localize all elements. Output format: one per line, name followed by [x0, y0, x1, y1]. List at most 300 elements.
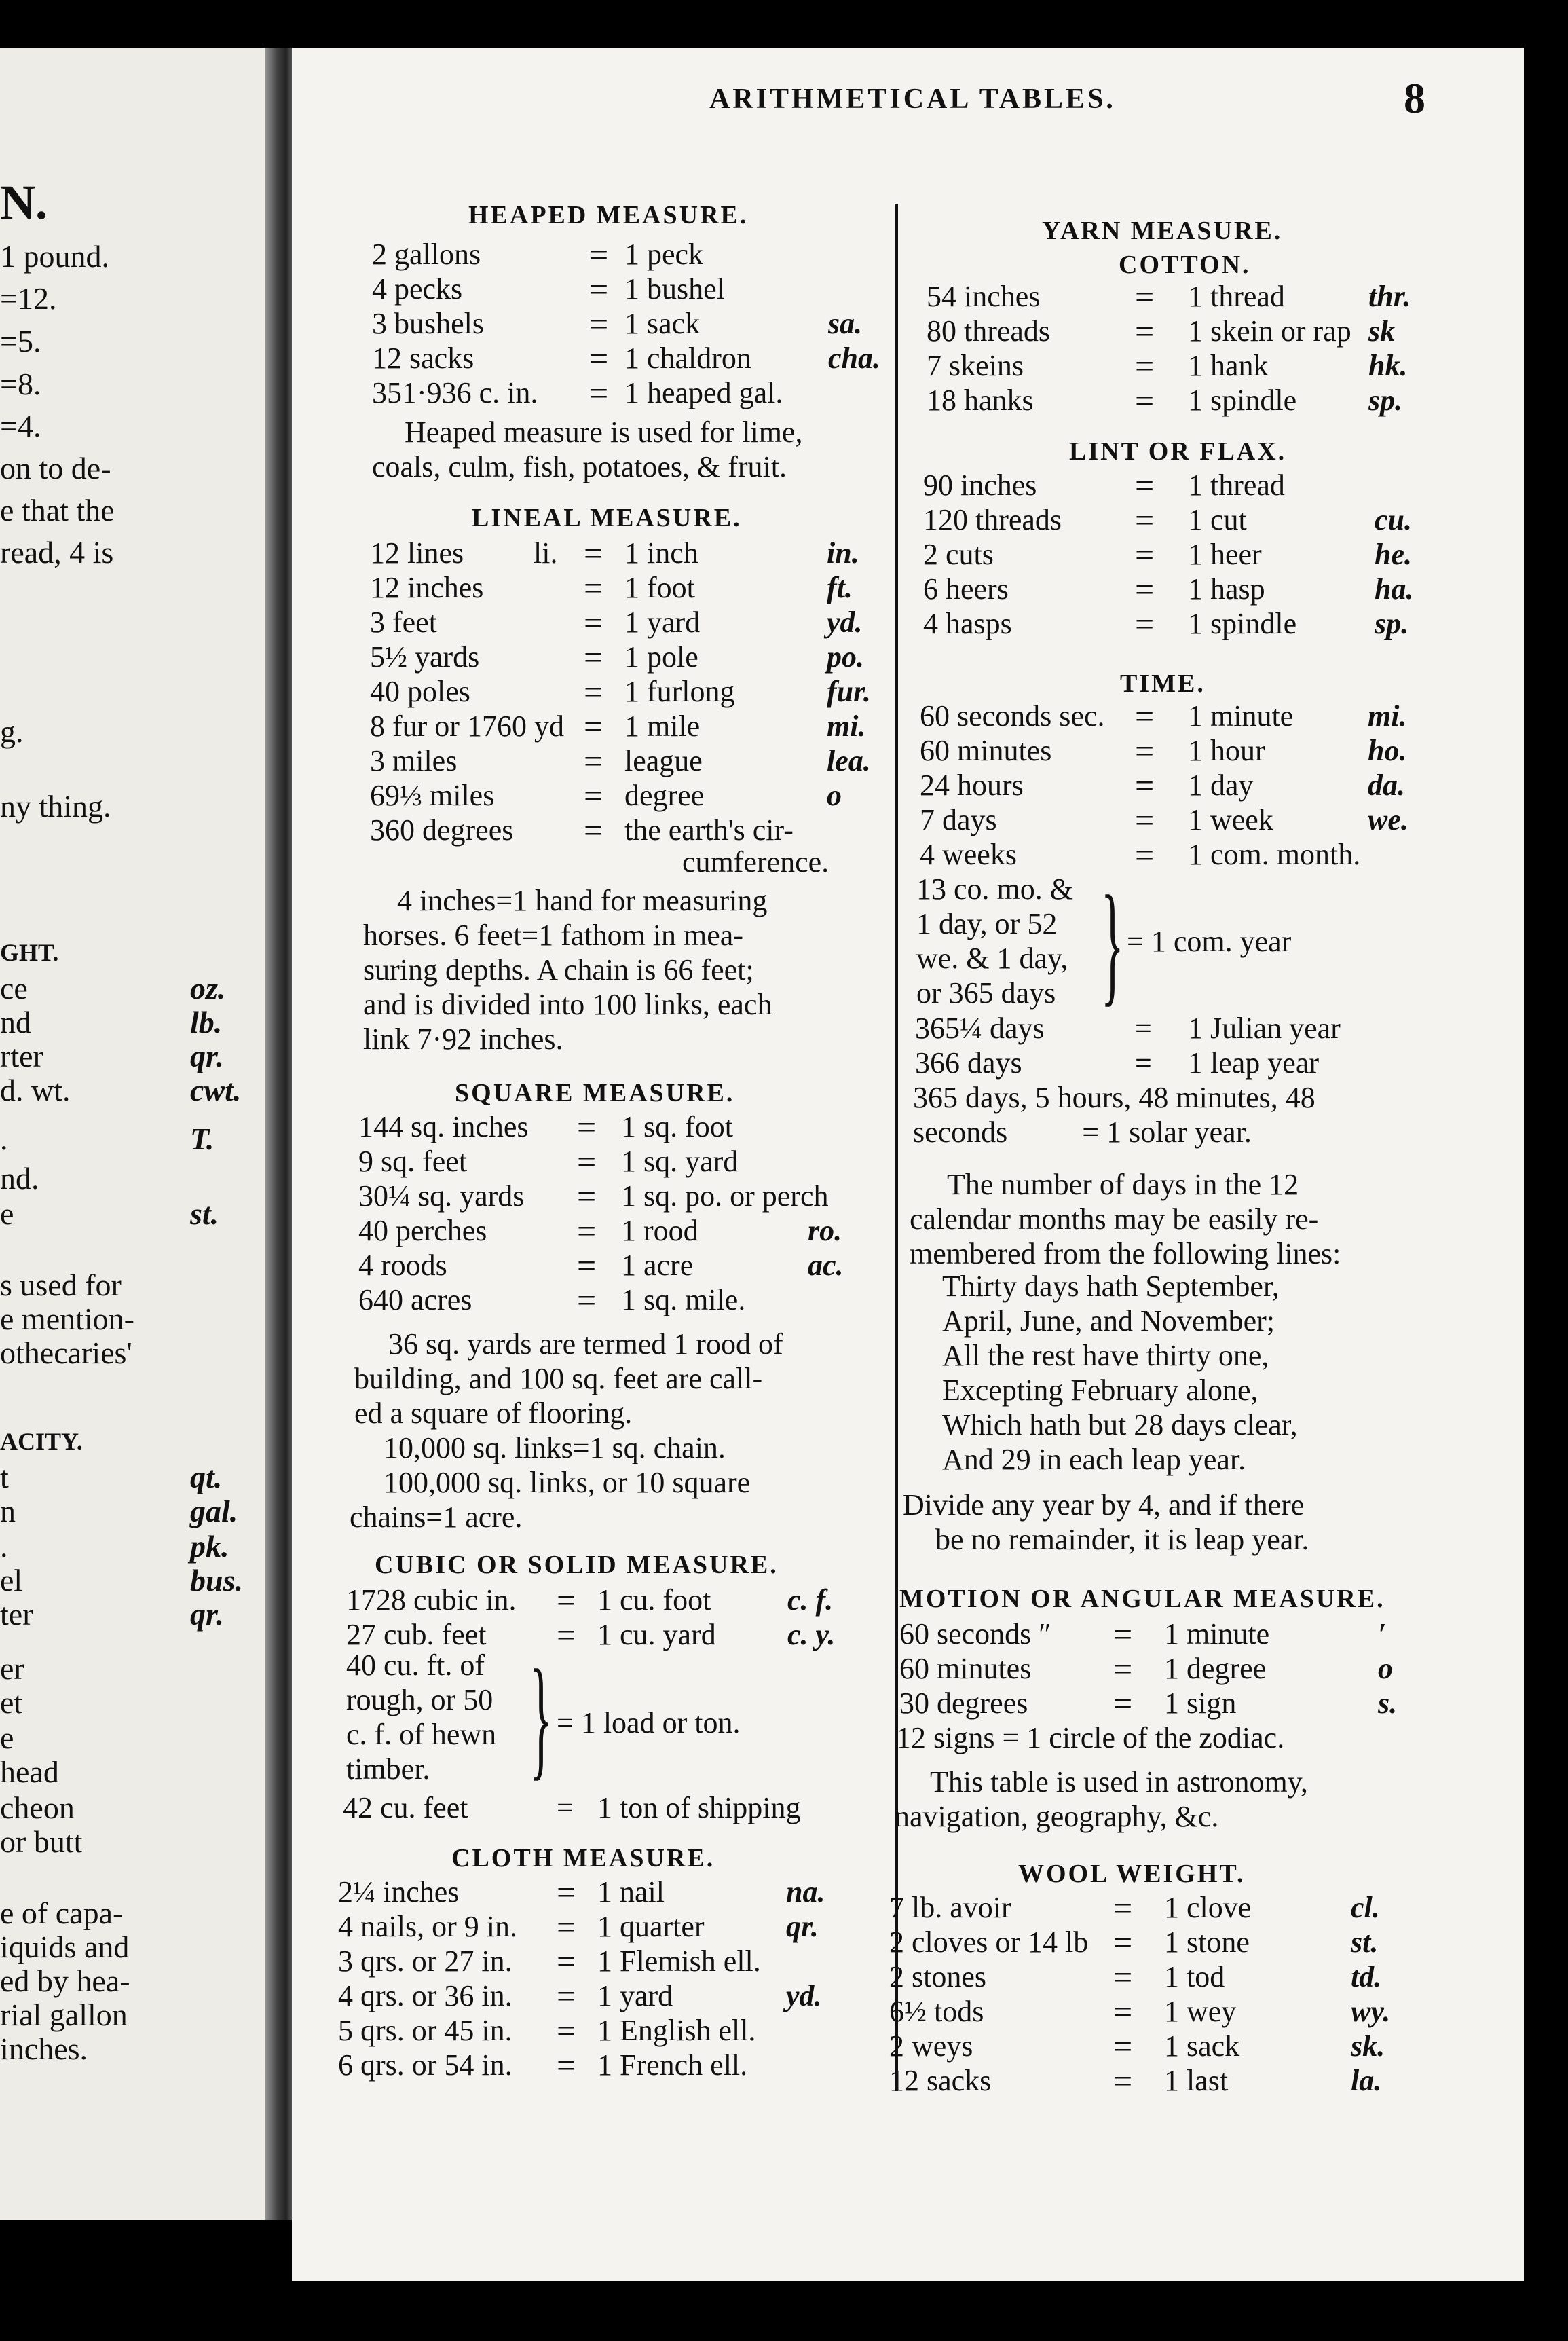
left-page-line: e mention-	[0, 1302, 134, 1336]
row-cell: 1 spindle	[1188, 384, 1297, 417]
row-cell: =	[577, 1143, 597, 1181]
row-cell: =	[1135, 347, 1155, 385]
row-cell: =	[1113, 1958, 1133, 1996]
row-cell: 1728 cubic in.	[346, 1583, 517, 1617]
brace-line: 1 day, or 52	[916, 907, 1058, 940]
row-cell: 1 Julian year	[1188, 1012, 1341, 1045]
brace-line: 13 co. mo. &	[916, 872, 1073, 906]
row-cell: 1 hank	[1188, 349, 1269, 382]
row-cell: 4 roods	[358, 1249, 447, 1282]
row-cell: 2 weys	[889, 2029, 973, 2063]
row-cell: =	[1113, 1889, 1133, 1927]
row-cell: 42 cu. feet	[343, 1791, 468, 1824]
row-cell: 1 minute	[1164, 1617, 1270, 1651]
row-abbreviation: sp.	[1368, 384, 1403, 417]
book-gutter	[265, 48, 295, 2220]
row-cell: =	[1135, 466, 1155, 504]
row-cell: 60 minutes	[899, 1652, 1032, 1685]
page-number: 8	[1404, 74, 1425, 122]
left-page-line: GHT.	[0, 939, 59, 966]
text-line: coals, culm, fish, potatoes, & fruit.	[372, 450, 787, 483]
row-cell: 1 heaped gal.	[624, 376, 783, 409]
row-cell: 30 degrees	[899, 1686, 1028, 1720]
row-cell: =	[584, 673, 603, 711]
row-abbreviation: c. f.	[787, 1583, 834, 1617]
row-cell: =	[584, 707, 603, 745]
row-cell: =	[557, 1581, 576, 1619]
row-cell: =	[577, 1281, 597, 1319]
row-cell: 90 inches	[923, 468, 1037, 502]
text-line: horses. 6 feet=1 fathom in mea-	[363, 919, 743, 952]
row-abbreviation: sa.	[828, 307, 863, 340]
left-page-abbr: qt.	[190, 1460, 223, 1494]
text-line: membered from the following lines:	[910, 1237, 1341, 1270]
section-title: CLOTH MEASURE.	[451, 1844, 715, 1873]
left-page-line: d. wt.	[0, 1073, 71, 1107]
row-cell: 8 fur or 1760 yd	[370, 709, 564, 743]
text-line: chains=1 acre.	[350, 1500, 523, 1534]
row-abbreviation: fur.	[827, 675, 871, 708]
row-abbreviation: yd.	[786, 1979, 822, 2012]
row-cell: 1 stone	[1164, 1925, 1250, 1959]
row-cell: 1 sq. po. or perch	[621, 1179, 829, 1213]
row-cell: 60 minutes	[920, 734, 1052, 767]
row-abbreviation: he.	[1375, 538, 1412, 571]
row-cell: 1 cut	[1188, 503, 1247, 536]
section-title: WOOL WEIGHT.	[1018, 1860, 1246, 1888]
text-line: 36 sq. yards are termed 1 rood of	[388, 1327, 783, 1361]
row-cell: 9 sq. feet	[358, 1145, 468, 1178]
row-abbreviation: c. y.	[787, 1618, 836, 1651]
left-page-line: rial gallon	[0, 1997, 128, 2032]
brace-glyph: }	[529, 1642, 553, 1792]
row-cell: 2¼ inches	[338, 1875, 460, 1909]
row-cell: 2 cuts	[923, 538, 994, 571]
row-cell: =	[1135, 767, 1155, 805]
row-cell: =	[584, 638, 603, 676]
row-abbreviation: sk.	[1351, 2029, 1385, 2063]
row-cell: 6 qrs. or 54 in.	[338, 2048, 512, 2082]
left-page-abbr: bus.	[190, 1563, 243, 1598]
row-cell: 351·936 c. in.	[372, 376, 538, 409]
text-line: ed a square of flooring.	[354, 1397, 633, 1430]
row-abbreviation: yd.	[827, 606, 863, 639]
text-line: 10,000 sq. links=1 sq. chain.	[384, 1431, 726, 1464]
row-cell: 2 gallons	[372, 238, 481, 271]
left-page-line: g.	[0, 714, 24, 749]
row-cell: the earth's cir-	[624, 813, 794, 847]
row-cell: 1 cu. yard	[597, 1618, 716, 1651]
row-cell: =	[1135, 278, 1155, 316]
row-cell: 5 qrs. or 45 in.	[338, 2014, 512, 2047]
row-abbreviation: mi.	[827, 709, 866, 743]
row-cell: =	[589, 374, 609, 412]
row-cell: =	[584, 742, 603, 780]
row-cell: 4 nails, or 9 in.	[338, 1910, 517, 1943]
row-cell: 1 hour	[1188, 734, 1265, 767]
brace-line: rough, or 50	[346, 1683, 493, 1716]
brace-line: c. f. of hewn	[346, 1718, 497, 1751]
left-page-line: er	[0, 1651, 24, 1686]
section-title: LINEAL MEASURE.	[472, 504, 742, 532]
row-cell: 6 heers	[923, 572, 1009, 606]
row-abbreviation: ′	[1378, 1617, 1387, 1651]
row-cell: 3 qrs. or 27 in.	[338, 1944, 512, 1978]
left-page-line: ACITY.	[0, 1428, 83, 1455]
left-page-line: el	[0, 1563, 23, 1598]
row-cell: 1 yard	[597, 1979, 673, 2012]
row-cell: 12 lines	[370, 536, 464, 570]
row-cell: 1 bushel	[624, 272, 725, 306]
row-cell: =	[1135, 570, 1155, 608]
row-abbreviation: na.	[786, 1875, 825, 1909]
row-cell: 1 ton of shipping	[597, 1791, 801, 1824]
row-cell: =	[577, 1247, 597, 1285]
section-title: MOTION OR ANGULAR MEASURE.	[899, 1585, 1385, 1613]
row-cell: 1 peck	[624, 238, 704, 271]
section-title: TIME.	[1120, 669, 1206, 698]
left-page-line: othecaries'	[0, 1335, 132, 1370]
text-line: 365 days, 5 hours, 48 minutes, 48	[913, 1081, 1315, 1114]
row-cell: 1 degree	[1164, 1652, 1267, 1685]
row-cell: 1 rood	[621, 1214, 698, 1247]
row-cell: =	[589, 270, 609, 308]
row-cell: 5½ yards	[370, 640, 480, 674]
row-cell: 6½ tods	[889, 1995, 984, 2028]
row-abbreviation: la.	[1351, 2064, 1382, 2097]
row-cell: =	[557, 1873, 576, 1911]
row-cell: 1 cu. foot	[597, 1583, 711, 1617]
row-cell: 1 sack	[1164, 2029, 1240, 2063]
row-cell: 1 yard	[624, 606, 701, 639]
row-cell: cumference.	[682, 845, 829, 879]
row-cell: 1 sq. mile.	[621, 1283, 746, 1316]
left-page-line: nd	[0, 1005, 31, 1039]
row-cell: =	[1113, 1650, 1133, 1688]
row-cell: =	[557, 1977, 576, 2015]
row-cell: 1 minute	[1188, 699, 1294, 733]
text-line: calendar months may be easily re-	[910, 1202, 1319, 1236]
row-cell: =	[557, 1908, 576, 1946]
row-cell: =	[584, 811, 603, 849]
row-cell: 640 acres	[358, 1283, 472, 1316]
row-cell: 1 chaldron	[624, 342, 751, 375]
row-abbreviation: wy.	[1351, 1995, 1391, 2028]
left-page-line: e	[0, 1196, 14, 1231]
left-page-abbr: qr.	[190, 1039, 224, 1073]
row-cell: 1 foot	[624, 571, 695, 604]
text-line: be no remainder, it is leap year.	[935, 1523, 1309, 1556]
brace-line: 40 cu. ft. of	[346, 1648, 485, 1682]
row-cell: =	[1113, 1993, 1133, 2031]
text-line: link 7·92 inches.	[363, 1022, 563, 1056]
row-cell: 3 bushels	[372, 307, 484, 340]
poem-line: And 29 in each leap year.	[942, 1443, 1246, 1476]
row-abbreviation: ho.	[1368, 734, 1407, 767]
row-cell: =	[1113, 1615, 1133, 1653]
text-line: 12 signs = 1 circle of the zodiac.	[896, 1721, 1285, 1754]
row-cell: 360 degrees	[370, 813, 514, 847]
row-cell: =	[1135, 1012, 1152, 1045]
text-line: Divide any year by 4, and if there	[903, 1488, 1305, 1522]
row-abbreviation: lea.	[827, 744, 871, 777]
row-cell: =	[557, 2046, 576, 2084]
brace-glyph: }	[1101, 868, 1124, 1018]
row-cell: 54 inches	[927, 280, 1041, 313]
brace-line: or 365 days	[916, 976, 1056, 1010]
row-cell: 12 sacks	[372, 342, 474, 375]
row-cell: =	[1135, 732, 1155, 770]
row-abbreviation: o	[827, 779, 842, 812]
row-cell: degree	[624, 779, 705, 812]
row-cell: 40 poles	[370, 675, 470, 708]
section-title: YARN MEASURE.	[1042, 217, 1283, 245]
row-cell: 1 thread	[1188, 280, 1285, 313]
row-cell: =	[1113, 2062, 1133, 2100]
left-page-line: et	[0, 1685, 23, 1720]
row-cell: =	[584, 777, 603, 815]
row-cell: 60 seconds sec.	[920, 699, 1105, 733]
row-cell: =	[1135, 801, 1155, 839]
row-abbreviation: sp.	[1375, 607, 1409, 640]
running-header: ARITHMETICAL TABLES.	[709, 84, 1116, 115]
section-title: HEAPED MEASURE.	[468, 201, 749, 229]
row-cell: 4 qrs. or 36 in.	[338, 1979, 512, 2012]
row-cell: =	[557, 1616, 576, 1654]
row-cell: =	[557, 1791, 574, 1824]
left-page-line: ny thing.	[0, 789, 111, 824]
row-cell: 1 spindle	[1188, 607, 1297, 640]
row-cell: 12 inches	[370, 571, 484, 604]
row-cell: 1 wey	[1164, 1995, 1237, 2028]
row-cell: =	[1135, 312, 1155, 350]
row-cell: =	[589, 305, 609, 343]
poem-line: Excepting February alone,	[942, 1374, 1258, 1407]
row-cell: =	[1135, 536, 1155, 574]
row-cell: 1 mile	[624, 709, 701, 743]
row-cell: 1 nail	[597, 1875, 665, 1909]
left-page-line: e	[0, 1720, 14, 1755]
row-cell: 4 hasps	[923, 607, 1012, 640]
poem-line: Which hath but 28 days clear,	[942, 1408, 1298, 1441]
text-line: and is divided into 100 links, each	[363, 988, 772, 1021]
row-cell: =	[1135, 836, 1155, 874]
row-cell: 1 last	[1164, 2064, 1229, 2097]
row-cell: li.	[534, 536, 558, 570]
left-page-line: on to de-	[0, 451, 111, 485]
left-page-line: head	[0, 1754, 59, 1789]
row-cell: 1 sq. yard	[621, 1145, 739, 1178]
row-abbreviation: sk	[1368, 314, 1396, 348]
row-cell: 1 heer	[1188, 538, 1262, 571]
row-cell: 1 furlong	[624, 675, 735, 708]
row-cell: =	[584, 569, 603, 607]
row-cell: =	[1135, 501, 1155, 539]
row-abbreviation: cu.	[1375, 503, 1412, 536]
row-cell: 1 week	[1188, 803, 1273, 836]
left-page-line: =8.	[0, 367, 41, 401]
row-cell: 2 stones	[889, 1960, 986, 1993]
section-title: CUBIC OR SOLID MEASURE.	[375, 1551, 779, 1579]
row-cell: =	[1113, 1923, 1133, 1961]
left-page-line: n	[0, 1494, 16, 1528]
left-page-line: .	[0, 1122, 8, 1156]
section-subtitle: COTTON.	[1119, 251, 1251, 279]
left-page-abbr: pk.	[190, 1529, 229, 1564]
row-cell: 1 sign	[1164, 1686, 1237, 1720]
left-page-line: =4.	[0, 409, 41, 443]
row-cell: 24 hours	[920, 769, 1024, 802]
row-abbreviation: cl.	[1351, 1891, 1380, 1924]
left-page-abbr: oz.	[190, 971, 226, 1006]
left-page-line: N.	[0, 175, 48, 229]
text-line: 4 inches=1 hand for measuring	[397, 884, 768, 917]
row-cell: 30¼ sq. yards	[358, 1179, 525, 1213]
row-abbreviation: cha.	[828, 342, 880, 375]
row-abbreviation: st.	[1351, 1925, 1379, 1959]
row-abbreviation: ha.	[1375, 572, 1414, 606]
row-abbreviation: thr.	[1368, 280, 1411, 313]
row-cell: 1 French ell.	[597, 2048, 748, 2082]
section-title: SQUARE MEASURE.	[455, 1079, 735, 1107]
row-cell: =	[577, 1212, 597, 1250]
row-cell: 1 Flemish ell.	[597, 1944, 761, 1978]
left-page-abbr: cwt.	[190, 1073, 242, 1107]
row-cell: 69⅓ miles	[370, 779, 495, 812]
poem-line: April, June, and November;	[942, 1304, 1275, 1338]
row-cell: =	[584, 534, 603, 572]
left-page-line: ce	[0, 971, 28, 1006]
row-cell: =	[1135, 1046, 1152, 1080]
row-cell: league	[624, 744, 703, 777]
row-cell: 120 threads	[923, 503, 1062, 536]
row-cell: 4 pecks	[372, 272, 463, 306]
text-line: Heaped measure is used for lime,	[405, 416, 803, 449]
row-abbreviation: s.	[1378, 1686, 1398, 1720]
row-cell: 3 feet	[370, 606, 437, 639]
row-cell: 144 sq. inches	[358, 1110, 529, 1143]
row-cell: 1 inch	[624, 536, 698, 570]
left-page-line: .	[0, 1529, 8, 1564]
row-cell: =	[577, 1177, 597, 1215]
left-page-fragment	[0, 48, 265, 2220]
row-cell: =	[1135, 697, 1155, 735]
row-cell: 7 days	[920, 803, 997, 836]
row-cell: 1 acre	[621, 1249, 694, 1282]
left-page-abbr: qr.	[190, 1597, 224, 1632]
row-cell: 60 seconds ″	[899, 1617, 1051, 1651]
brace-result: = 1 load or ton.	[557, 1706, 741, 1739]
brace-line: timber.	[346, 1752, 430, 1786]
row-cell: 365¼ days	[915, 1012, 1045, 1045]
row-cell: 7 lb. avoir	[889, 1891, 1011, 1924]
row-cell: 80 threads	[927, 314, 1051, 348]
text-line: building, and 100 sq. feet are call-	[354, 1362, 763, 1395]
row-cell: 1 quarter	[597, 1910, 705, 1943]
row-cell: =	[1135, 382, 1155, 420]
poem-line: Thirty days hath September,	[942, 1270, 1280, 1303]
row-cell: =	[1113, 2027, 1133, 2065]
row-abbreviation: hk.	[1368, 349, 1408, 382]
row-abbreviation: we.	[1368, 803, 1408, 836]
row-abbreviation: ac.	[808, 1249, 844, 1282]
text-line: The number of days in the 12	[947, 1168, 1299, 1201]
row-cell: 27 cub. feet	[346, 1618, 487, 1651]
left-page-line: s used for	[0, 1268, 122, 1302]
left-page-abbr: st.	[190, 1196, 219, 1231]
row-cell: 1 English ell.	[597, 2014, 756, 2047]
row-cell: =	[557, 1942, 576, 1980]
row-cell: =	[1113, 1684, 1133, 1722]
text-line: seconds = 1 solar year.	[913, 1116, 1252, 1149]
left-page-abbr: lb.	[190, 1005, 223, 1039]
row-cell: =	[577, 1108, 597, 1146]
row-cell: 1 com. month.	[1188, 838, 1361, 871]
row-cell: =	[557, 2012, 576, 2050]
left-page-line: rter	[0, 1039, 43, 1073]
row-cell: 7 skeins	[927, 349, 1024, 382]
left-page-line: read, 4 is	[0, 535, 114, 570]
left-page-abbr: T.	[190, 1122, 214, 1156]
left-page-line: inches.	[0, 2031, 88, 2066]
left-page-line: ed by hea-	[0, 1964, 130, 1998]
row-abbreviation: mi.	[1368, 699, 1407, 733]
row-cell: 1 day	[1188, 769, 1254, 802]
row-cell: 18 hanks	[927, 384, 1034, 417]
left-page-line: =12.	[0, 281, 57, 316]
left-page-abbr: gal.	[190, 1494, 238, 1528]
row-abbreviation: qr.	[786, 1910, 819, 1943]
row-cell: 1 skein or rap	[1188, 314, 1351, 348]
left-page-line: e that the	[0, 493, 115, 528]
left-page-line: ter	[0, 1597, 33, 1632]
row-cell: 40 perches	[358, 1214, 487, 1247]
text-line: 100,000 sq. links, or 10 square	[384, 1466, 751, 1499]
section-subtitle: LINT OR FLAX.	[1069, 437, 1287, 466]
left-page-line: e of capa-	[0, 1896, 124, 1930]
row-cell: 366 days	[915, 1046, 1022, 1080]
row-abbreviation: td.	[1351, 1960, 1382, 1993]
left-page-line: or butt	[0, 1824, 83, 1859]
left-page-line: 1 pound.	[0, 239, 109, 274]
row-cell: 1 sack	[624, 307, 701, 340]
text-line: navigation, geography, &c.	[895, 1800, 1219, 1833]
row-cell: 1 hasp	[1188, 572, 1265, 606]
left-page-line: iquids and	[0, 1930, 130, 1964]
row-cell: =	[589, 236, 609, 274]
brace-result: = 1 com. year	[1127, 925, 1292, 958]
row-cell: 4 weeks	[920, 838, 1017, 871]
row-cell: 1 sq. foot	[621, 1110, 733, 1143]
row-cell: 2 cloves or 14 lb	[889, 1925, 1089, 1959]
text-line: suring depths. A chain is 66 feet;	[363, 953, 754, 987]
row-cell: 1 thread	[1188, 468, 1285, 502]
row-cell: 3 miles	[370, 744, 458, 777]
left-page-line: cheon	[0, 1790, 75, 1825]
row-abbreviation: in.	[827, 536, 859, 570]
row-abbreviation: ro.	[808, 1214, 842, 1247]
row-cell: =	[589, 339, 609, 377]
poem-line: All the rest have thirty one,	[942, 1339, 1269, 1372]
row-cell: 12 sacks	[889, 2064, 992, 2097]
row-abbreviation: po.	[827, 640, 864, 674]
row-cell: 1 leap year	[1188, 1046, 1319, 1080]
row-cell: 1 pole	[624, 640, 698, 674]
text-line: This table is used in astronomy,	[930, 1765, 1308, 1799]
row-abbreviation: o	[1378, 1652, 1393, 1685]
left-page-line: t	[0, 1460, 9, 1494]
left-page-line: nd.	[0, 1161, 39, 1196]
